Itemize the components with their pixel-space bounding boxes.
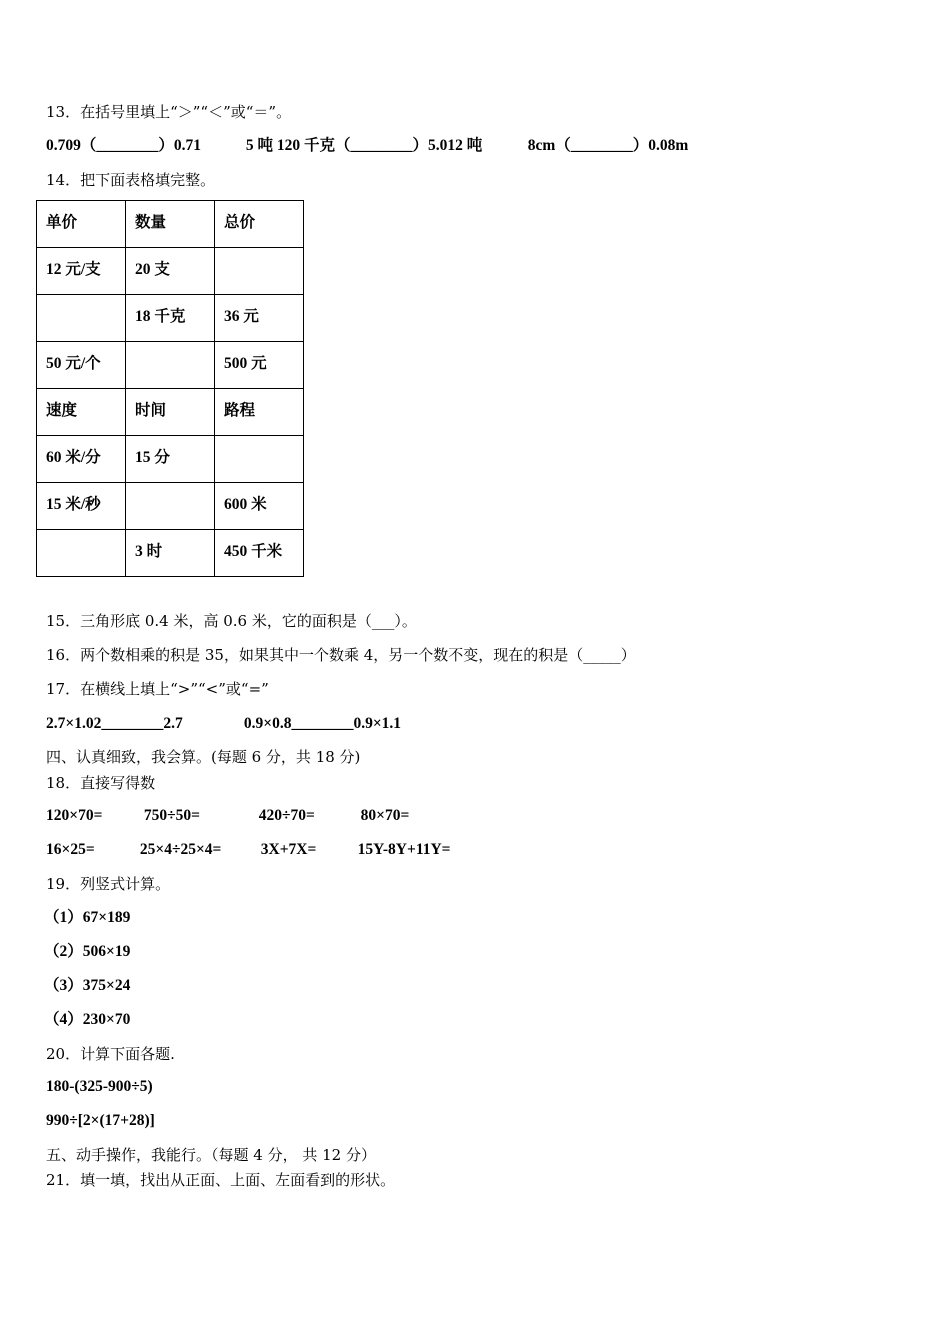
table-cell: 36 元 xyxy=(215,295,304,342)
q18-r2-c4: 15Y-8Y+11Y= xyxy=(357,841,451,858)
q19-item-3: （3）375×24 xyxy=(44,977,131,994)
table-row xyxy=(37,530,304,577)
table-cell: 20 支 xyxy=(126,248,215,295)
q18-r2-c2: 25×4÷25×4= xyxy=(139,841,222,858)
table-cell: 18 千克 xyxy=(126,295,215,342)
table-cell: 50 元/个 xyxy=(37,342,126,389)
q13-item-3: 8cm（________）0.08m xyxy=(527,137,689,154)
q17-item-2: 0.9×0.8________0.9×1.1 xyxy=(243,715,402,732)
q19-item-4: （4）230×70 xyxy=(44,1011,131,1028)
q18-r1-c2: 750÷50= xyxy=(143,807,200,824)
q18-row-1 xyxy=(46,806,409,826)
table-row xyxy=(37,389,304,436)
q18-r1-c3: 420÷70= xyxy=(258,807,315,824)
table-cell xyxy=(126,483,215,530)
table-cell: 3 时 xyxy=(126,530,215,577)
table-row xyxy=(37,436,304,483)
q19-title: 19．列竖式计算。 xyxy=(46,875,171,893)
q13-item-2: 5 吨 120 千克（________）5.012 吨 xyxy=(245,137,483,154)
table-cell: 路程 xyxy=(215,389,304,436)
table-cell: 450 千米 xyxy=(215,530,304,577)
q17-item-1: 2.7×1.02________2.7 xyxy=(46,715,183,732)
q14-table xyxy=(36,200,304,577)
q18-r2-c3: 3X+7X= xyxy=(260,841,317,858)
q13-items xyxy=(46,136,688,156)
table-cell xyxy=(37,295,126,342)
q16-text: 16．两个数相乘的积是 35，如果其中一个数乘 4，另一个数不变，现在的积是（_____） xyxy=(46,646,636,664)
table-cell: 总价 xyxy=(215,201,304,248)
q18-r2-c1: 16×25= xyxy=(46,841,95,858)
q19-item-2: （2）506×19 xyxy=(44,943,131,960)
table-cell: 数量 xyxy=(126,201,215,248)
q18-r1-c1: 120×70= xyxy=(46,807,103,824)
q20-title: 20．计算下面各题. xyxy=(46,1045,175,1063)
q18-r1-c4: 80×70= xyxy=(360,807,410,824)
q20-item-2: 990÷[2×(17+28)] xyxy=(46,1112,155,1129)
table-row xyxy=(37,295,304,342)
table-cell xyxy=(126,342,215,389)
q17-title: 17．在横线上填上“>”“<”或“=” xyxy=(46,680,269,698)
table-cell: 60 米/分 xyxy=(37,436,126,483)
section4-title: 四、认真细致，我会算。(每题 6 分，共 18 分) xyxy=(46,748,361,766)
section5-title: 五、动手操作，我能行。（每题 4 分， 共 12 分） xyxy=(46,1146,376,1164)
table-cell xyxy=(215,436,304,483)
q13-item-1: 0.709（________）0.71 xyxy=(46,137,202,154)
table-cell: 15 分 xyxy=(126,436,215,483)
table-row xyxy=(37,342,304,389)
q13-title: 13．在括号里填上“＞”“＜”或“＝”。 xyxy=(46,103,292,121)
q18-title: 18．直接写得数 xyxy=(46,774,156,792)
table-row xyxy=(37,248,304,295)
q20-item-1: 180-(325-900÷5) xyxy=(46,1078,153,1095)
q15-text: 15．三角形底 0.4 米，高 0.6 米，它的面积是（___）。 xyxy=(46,612,417,630)
table-cell xyxy=(37,530,126,577)
q17-items xyxy=(46,714,401,734)
table-row xyxy=(37,483,304,530)
table-cell: 600 米 xyxy=(215,483,304,530)
table-cell: 时间 xyxy=(126,389,215,436)
table-cell: 单价 xyxy=(37,201,126,248)
table-cell: 12 元/支 xyxy=(37,248,126,295)
table-cell: 速度 xyxy=(37,389,126,436)
q19-item-1: （1）67×189 xyxy=(44,909,131,926)
table-row xyxy=(37,201,304,248)
q21-title: 21．填一填，找出从正面、上面、左面看到的形状。 xyxy=(46,1171,396,1189)
table-cell xyxy=(215,248,304,295)
q18-row-2 xyxy=(46,840,451,860)
q14-title: 14．把下面表格填完整。 xyxy=(46,171,216,189)
table-cell: 15 米/秒 xyxy=(37,483,126,530)
table-cell: 500 元 xyxy=(215,342,304,389)
